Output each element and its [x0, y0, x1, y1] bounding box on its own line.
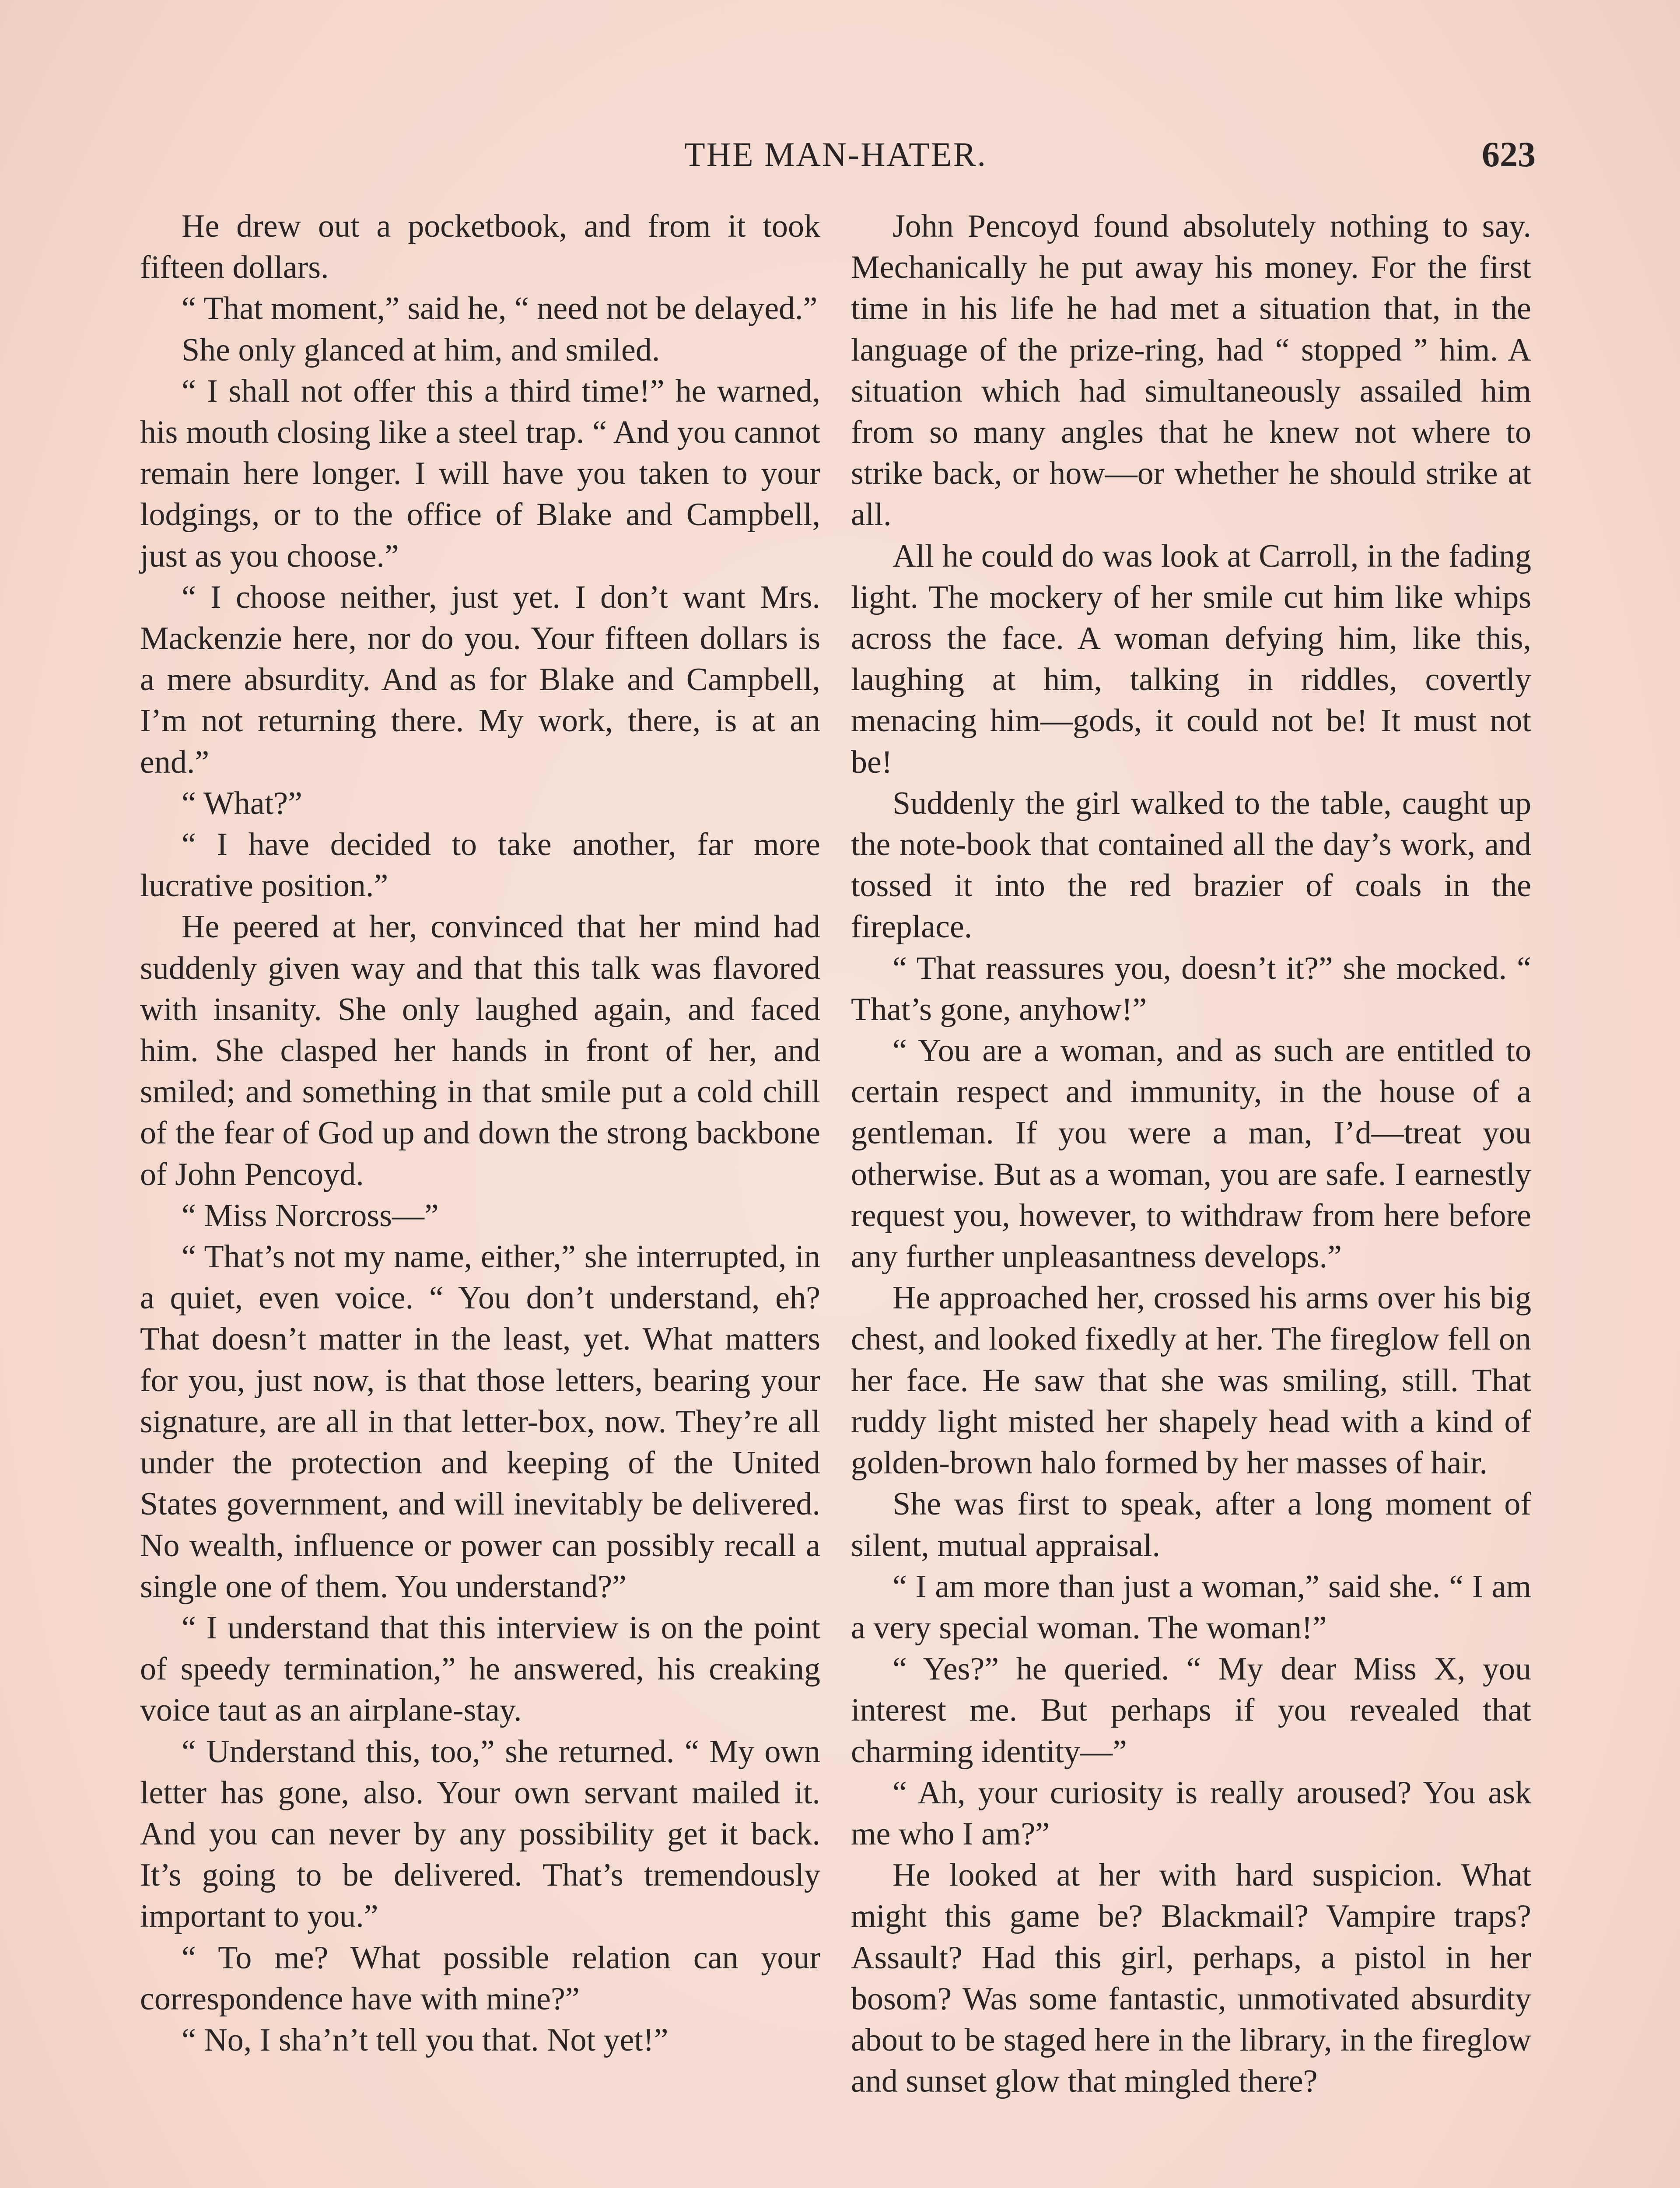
paragraph: He drew out a pocketbook, and from it took fifteen dollars. [140, 208, 820, 286]
right-column [851, 206, 1531, 2188]
paragraph: “ I am more than just a woman,” said she. “ I am a very special woman. The woman!” [851, 1568, 1531, 1646]
paragraph: “ Yes?” he queried. “ My dear Miss X, you interest me. But perhaps if you revealed that charming identity—” [851, 1651, 1531, 1770]
paragraph: “ Miss Norcross—” [182, 1197, 439, 1234]
paragraph: She was first to speak, after a long moment of silent, mutual appraisal. [851, 1486, 1531, 1564]
page-number: 623 [1482, 134, 1536, 174]
paragraph: “ That moment,” said he, “ need not be delayed.” [182, 291, 818, 327]
paragraph: He looked at her with hard suspicion. What might this game be? Blackmail? Vampire traps? Assault? Had this girl, perhaps, a pistol in her bosom? Was some fantastic, unmotivated absurdity about to be staged here in the library, in the fireglow and sunset glow that mingled there? [851, 1857, 1531, 2100]
paragraph: He approached her, crossed his arms over his big chest, and looked fixedly at her. The fireglow fell on her face. He saw that she was smiling, still. That ruddy light misted her shapely head with a kind of golden-brown halo formed by her masses of hair. [851, 1280, 1531, 1481]
paragraph: All he could do was look at Carroll, in the fading light. The mockery of her smile cut him like whips across the face. A woman defying him, like this, laughing at him, talking in riddles, covertly menacing him—gods, it could not be! It must not be! [851, 538, 1531, 780]
paragraph: “ You are a woman, and as such are entitled to certain respect and immunity, in the house of a gentleman. If you were a man, I’d—treat you otherwise. But as a woman, you are safe. I earnestly request you, however, to withdraw from here before any further unpleasantness develops.” [851, 1033, 1531, 1275]
paragraph: “ I have decided to take another, far more lucrative position.” [140, 827, 820, 904]
paragraph: “ What?” [182, 785, 302, 821]
paragraph: “ I understand that this interview is on the point of speedy termination,” he answered, his creaking voice taut as an airplane-stay. [140, 1609, 820, 1729]
left-column [140, 206, 820, 2188]
paragraph: “ I choose neither, just yet. I don’t want Mrs. Mackenzie here, nor do you. Your fifteen dollars is a mere absurdity. And as for Blake and Campbell, I’m not returning there. My work, there, is at an end.” [140, 579, 820, 780]
paragraph: “ That’s not my name, either,” she interrupted, in a quiet, even voice. “ You don’t understand, eh? That doesn’t matter in the least, yet. What matters for you, just now, is that those letters, bearing your signature, are all in that letter-box, now. They’re all under the protection and keeping of the United States government, and will inevitably be delivered. No wealth, influence or power can possibly recall a single one of them. You understand?” [140, 1239, 820, 1605]
running-head: THE MAN-HATER. [684, 135, 987, 173]
paragraph: “ Ah, your curiosity is really aroused? You ask me who I am?” [851, 1774, 1531, 1852]
paragraph: John Pencoyd found absolutely nothing to say. Mechanically he put away his money. For the first time in his life he had met a situation that, in the language of the prize-ring, had “ stopped ” him. A situation which had simultaneously assailed him from so many angles that he knew not where to strike back, or how—or whether he should strike at all. [851, 208, 1531, 533]
paragraph: She only glanced at him, and smiled. [182, 332, 660, 368]
paragraph: “ Understand this, too,” she returned. “ My own letter has gone, also. Your own servant mailed it. And you can never by any possibility get it back. It’s going to be delivered. That’s tremendously important to you.” [140, 1733, 820, 1935]
paragraph: Suddenly the girl walked to the table, caught up the note-book that contained all the day’s work, and tossed it into the red brazier of coals in the fireplace. [851, 785, 1531, 945]
paragraph: “ I shall not offer this a third time!” he warned, his mouth closing like a steel trap. “ And you cannot remain here longer. I will have you taken to your lodgings, or to the office of Blake and Campbell, just as you choose.” [140, 373, 820, 574]
paragraph: “ No, I sha’n’t tell you that. Not yet!” [182, 2022, 668, 2058]
paragraph: “ To me? What possible relation can your correspondence have with mine?” [140, 1939, 820, 2017]
paragraph: He peered at her, convinced that her mind had suddenly given way and that this talk was flavored with insanity. She only laughed again, and faced him. She clasped her hands in front of her, and smiled; and something in that smile put a cold chill of the fear of God up and down the strong backbone of John Pencoyd. [140, 909, 820, 1192]
paragraph: “ That reassures you, doesn’t it?” she mocked. “ That’s gone, anyhow!” [851, 950, 1531, 1027]
page-header [136, 130, 1536, 179]
